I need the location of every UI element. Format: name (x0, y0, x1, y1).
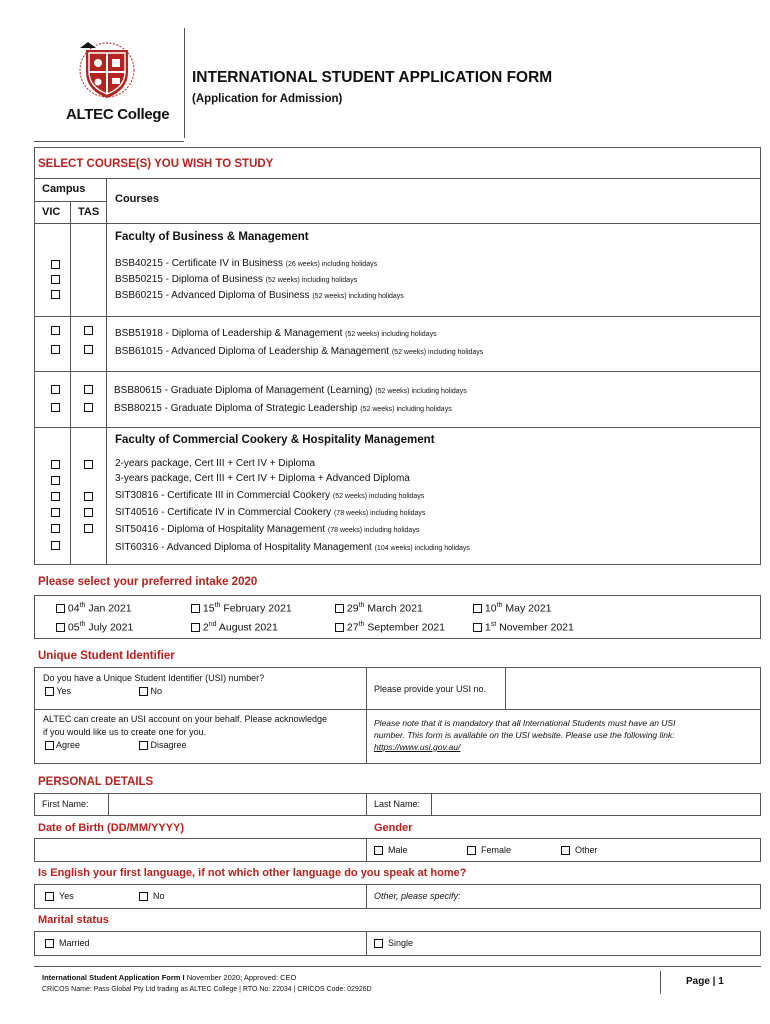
course-row: BSB61015 - Advanced Diploma of Leadership & Management (52 weeks) including holidays (115, 346, 484, 357)
checkbox[interactable] (45, 687, 54, 696)
header-divider (184, 28, 185, 138)
personal-heading: PERSONAL DETAILS (38, 776, 154, 788)
footer-form-name: International Student Application Form I November 2020; Approved: CEO (42, 973, 297, 982)
gender-male-option[interactable]: Male (374, 845, 408, 855)
usi-disagree-option[interactable]: Disagree (139, 740, 187, 750)
usi-note: number. This form is available on the USI website. Please use the following link: (374, 730, 675, 740)
course-row: BSB40215 - Certificate IV in Business (26 weeks) including holidays (115, 258, 378, 269)
intake-heading: Please select your preferred intake 2020 (38, 576, 258, 588)
checkbox[interactable] (374, 846, 383, 855)
vic-checkbox[interactable] (51, 260, 60, 269)
vic-checkbox[interactable] (51, 326, 60, 335)
intake-checkbox[interactable] (56, 604, 65, 613)
last-name-label: Last Name: (374, 799, 421, 809)
language-question: Is English your first language, if not which other language do you speak at home? (38, 867, 467, 879)
checkbox[interactable] (374, 939, 383, 948)
course-row: BSB60215 - Advanced Diploma of Business (52 weeks) including holidays (115, 290, 404, 301)
checkbox[interactable] (139, 687, 148, 696)
usi-number-field[interactable] (506, 668, 760, 708)
tas-label: TAS (78, 206, 100, 218)
tas-checkbox[interactable] (84, 326, 93, 335)
intake-option[interactable]: 1st November 2021 (473, 621, 574, 634)
usi-question: Do you have a Unique Student Identifier (USI) number? (43, 673, 265, 683)
usi-heading: Unique Student Identifier (38, 650, 175, 662)
language-yes-option[interactable]: Yes (45, 891, 74, 901)
tas-checkbox[interactable] (84, 403, 93, 412)
logo-text: ALTEC College (66, 106, 170, 123)
tas-checkbox[interactable] (84, 460, 93, 469)
usi-create-text: if you would like us to create one for you. (43, 727, 207, 737)
other-language-label: Other, please specify: (374, 891, 461, 901)
gender-other-option[interactable]: Other (561, 845, 598, 855)
faculty-business: Faculty of Business & Management (115, 231, 309, 243)
vic-checkbox[interactable] (51, 524, 60, 533)
course-row: SIT30816 - Certificate III in Commercial Cookery (52 weeks) including holidays (115, 490, 425, 501)
course-row: BSB80215 - Graduate Diploma of Strategic Leadership (52 weeks) including holidays (114, 403, 452, 414)
course-row: 3-years package, Cert III + Cert IV + Diploma + Advanced Diploma (115, 473, 410, 484)
vic-label: VIC (42, 206, 61, 218)
intake-option[interactable]: 05th July 2021 (56, 621, 133, 634)
intake-checkbox[interactable] (473, 604, 482, 613)
usi-agree-option[interactable]: Agree (45, 740, 80, 750)
intake-option[interactable]: 15th February 2021 (191, 602, 292, 615)
marital-label: Marital status (38, 914, 109, 926)
footer-rule (34, 966, 761, 967)
vic-checkbox[interactable] (51, 275, 60, 284)
course-row: BSB51918 - Diploma of Leadership & Management (52 weeks) including holidays (115, 328, 437, 339)
vic-checkbox[interactable] (51, 508, 60, 517)
checkbox[interactable] (561, 846, 570, 855)
usi-create-text: ALTEC can create an USI account on your behalf. Please acknowledge (43, 714, 328, 724)
dob-field[interactable] (35, 839, 365, 861)
usi-note: Please note that it is mandatory that all International Students must have an USI (374, 718, 676, 728)
language-no-option[interactable]: No (139, 891, 165, 901)
married-option[interactable]: Married (45, 938, 90, 948)
tas-checkbox[interactable] (84, 385, 93, 394)
vic-checkbox[interactable] (51, 290, 60, 299)
last-name-field[interactable] (432, 794, 760, 815)
vic-checkbox[interactable] (51, 460, 60, 469)
intake-option[interactable]: 27th September 2021 (335, 621, 445, 634)
intake-checkbox[interactable] (335, 623, 344, 632)
courses-heading: SELECT COURSE(S) YOU WISH TO STUDY (38, 158, 274, 170)
vic-checkbox[interactable] (51, 385, 60, 394)
intake-checkbox[interactable] (473, 623, 482, 632)
course-row: SIT50416 - Diploma of Hospitality Management (78 weeks) including holidays (115, 524, 420, 535)
vic-checkbox[interactable] (51, 345, 60, 354)
gender-female-option[interactable]: Female (467, 845, 511, 855)
single-option[interactable]: Single (374, 938, 413, 948)
course-row: BSB80615 - Graduate Diploma of Management (Learning) (52 weeks) including holidays (114, 385, 467, 396)
intake-option[interactable]: 04th Jan 2021 (56, 602, 132, 615)
vic-checkbox[interactable] (51, 476, 60, 485)
dob-label: Date of Birth (DD/MM/YYYY) (38, 822, 185, 834)
header-underline (34, 141, 184, 142)
first-name-label: First Name: (42, 799, 89, 809)
usi-yes-option[interactable]: Yes (45, 686, 71, 696)
course-row: BSB50215 - Diploma of Business (52 weeks) including holidays (115, 274, 358, 285)
tas-checkbox[interactable] (84, 524, 93, 533)
faculty-hospitality: Faculty of Commercial Cookery & Hospitality Management (115, 434, 435, 446)
checkbox[interactable] (45, 939, 54, 948)
course-row: SIT60316 - Advanced Diploma of Hospitality Management (104 weeks) including holidays (115, 542, 470, 553)
checkbox[interactable] (139, 892, 148, 901)
checkbox[interactable] (139, 741, 148, 750)
campus-label: Campus (42, 183, 86, 195)
tas-checkbox[interactable] (84, 492, 93, 501)
intake-checkbox[interactable] (335, 604, 344, 613)
page-number: Page | 1 (686, 976, 724, 987)
vic-checkbox[interactable] (51, 541, 60, 550)
courses-label: Courses (115, 193, 160, 205)
intake-option[interactable]: 29th March 2021 (335, 602, 423, 615)
usi-link[interactable]: https://www.usi.gov.au/ (374, 742, 461, 752)
usi-provide-label: Please provide your USI no. (374, 684, 487, 694)
course-row: SIT40516 - Certificate IV in Commercial Cookery (78 weeks) including holidays (115, 507, 426, 518)
form-title: INTERNATIONAL STUDENT APPLICATION FORM (192, 69, 553, 86)
usi-no-option[interactable]: No (139, 686, 162, 696)
checkbox[interactable] (45, 741, 54, 750)
form-subtitle: (Application for Admission) (192, 93, 343, 105)
gender-label: Gender (374, 822, 413, 834)
college-logo (60, 38, 170, 130)
intake-checkbox[interactable] (56, 623, 65, 632)
course-row: 2-years package, Cert III + Cert IV + Diploma (115, 458, 316, 469)
tas-checkbox[interactable] (84, 508, 93, 517)
intake-checkbox[interactable] (191, 604, 200, 613)
intake-option[interactable]: 10th May 2021 (473, 602, 551, 615)
vic-checkbox[interactable] (51, 492, 60, 501)
checkbox[interactable] (467, 846, 476, 855)
intake-checkbox[interactable] (191, 623, 200, 632)
tas-checkbox[interactable] (84, 345, 93, 354)
intake-option[interactable]: 2nd August 2021 (191, 621, 278, 634)
vic-checkbox[interactable] (51, 403, 60, 412)
footer-cricos: CRICOS Name: Pass Global Pty Ltd trading as ALTEC College | RTO No: 22034 | CRICOS Code: 02926D (42, 986, 372, 993)
checkbox[interactable] (45, 892, 54, 901)
first-name-field[interactable] (109, 794, 365, 815)
